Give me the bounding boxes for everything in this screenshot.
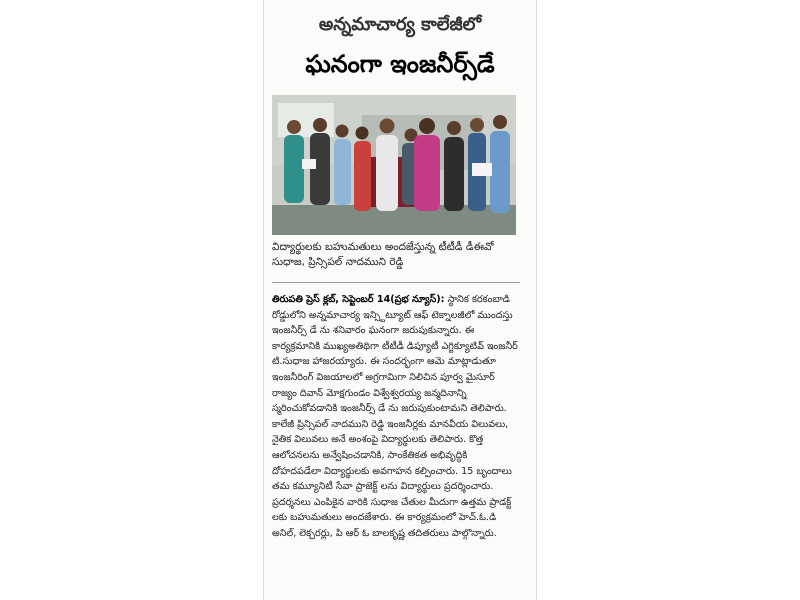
- caption-divider: [272, 282, 520, 283]
- article-body: [272, 292, 518, 542]
- event-photo: [272, 95, 516, 235]
- article-body-text: స్థానిక కరకంబాడి రోడ్డులోని అన్నమాచార్య ఇన్స్టిట్యూట్ ఆఫ్ టెక్నాలజీలో ముందస్తు ఇంజనీర్స్ డే ను శనివారం ఘనంగా జరుపుకున్నారు. ఈ కార్యక్రమానికి ముఖ్యఅతిథిగా టీటీడీ డిప్యూటీ ఎగ్జిక్యూటివ్ ఇంజనీర్ టి.సుధాజ హాజరయ్యారు. ఈ సందర్భంగా ఆమె మాట్లాడుతూ ఇంజనీరింగ్ విజయాలలో అగ్రగామిగా నిలిచిన పూర్వ మైసూర్ రాజ్యం దివాన్ మోక్షగుండం విశ్వేశ్వరయ్య జన్మదినాన్ని స్మరించుకోవడానికి ఇంజనీర్స్ డే ను జరుపుకుంటామని తెలిపారు. కాలేజీ ప్రిన్సిపల్ నాదముని రెడ్డి ఇంజనీర్లకు మానవీయ విలువలు, నైతిక విలువలు అనే అంశంపై విద్యార్థులకు తెలిపారు. కొత్త ఆలోచనలను అన్వేషించడానికి, సాంకేతికత అభివృద్ధికి దోహదపడేలా విద్యార్థులకు అవగాహన కల్పించారు. 15 బృందాలు తమ కమ్యూనిటీ సేవా ప్రాజెక్ట్ లను విద్యార్థులు ప్రదర్శించారు. ప్రదర్శనలు ఎంపికైన వారికి సుధాజ చేతుల మీదుగా ఉత్తమ ప్రాడక్ట్ లకు బహుమతులు అందజేశారు. ఈ కార్యక్రమంలో హెచ్.ఓ.డి అనిల్, లెక్చరర్లు, పి ఆర్ ఓ బాలకృష్ణ తదితరులు పాల్గొన్నారు.: [272, 294, 518, 539]
- newspaper-clipping: [263, 0, 537, 600]
- article-dateline: తిరుపతి ప్రెస్ క్లబ్, సెప్టెంబర్ 14(ప్రభ న్యూస్):: [272, 294, 445, 305]
- article-headline: ఘనంగా ఇంజనీర్స్‌డే: [305, 50, 495, 78]
- photo-caption: విద్యార్థులకు బహుమతులు అందజేస్తున్న టీటీడీ డీఈవో సుధాజ, ప్రిన్సిపల్ నాదముని రెడ్డి: [272, 241, 494, 268]
- article-kicker: అన్నమాచార్య కాలేజీలో: [318, 14, 482, 35]
- photo-window: [278, 103, 334, 137]
